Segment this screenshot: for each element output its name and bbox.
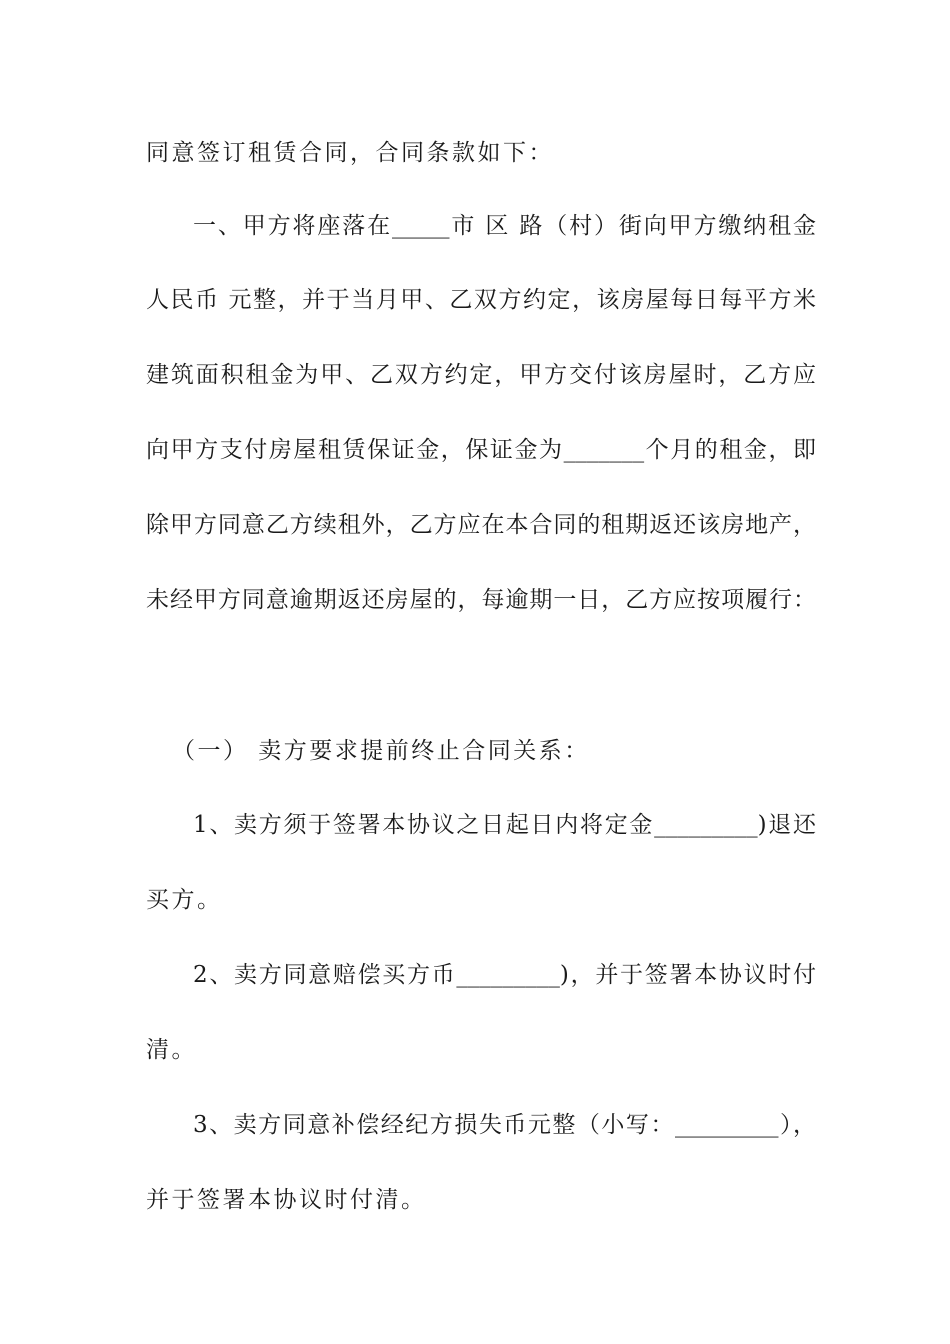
item-1-line-1: 1、卖方须于签署本协议之日起日内将定金_________)退还 [193, 812, 816, 838]
item-2-line-2: 清。 [146, 1037, 197, 1063]
paragraph-intro-line-1: 同意签订租赁合同，合同条款如下： [146, 140, 554, 166]
item-3-line-2: 并于签署本协议时付清。 [146, 1187, 427, 1213]
item-1-line-2: 买方。 [146, 887, 223, 913]
clause-1-line-2: 人民币 元整，并于当月甲、乙双方约定，该房屋每日每平方米 [146, 287, 816, 313]
clause-1-line-1: 一、甲方将座落在_____市 区 路（村）街向甲方缴纳租金 [193, 213, 816, 239]
clause-1-line-6: 未经甲方同意逾期返还房屋的，每逾期一日，乙方应按项履行： [146, 587, 816, 613]
clause-1-line-4: 向甲方支付房屋租赁保证金，保证金为_______个月的租金，即 [146, 437, 816, 463]
section-heading: （一） 卖方要求提前终止合同关系： [172, 738, 590, 764]
item-3-line-1: 3、卖方同意补偿经纪方损失币元整（小写：_________）， [193, 1112, 816, 1138]
clause-1-line-3: 建筑面积租金为甲、乙双方约定，甲方交付该房屋时，乙方应 [146, 362, 816, 388]
item-2-line-1: 2、卖方同意赔偿买方币_________)，并于签署本协议时付 [193, 962, 816, 988]
clause-1-line-5: 除甲方同意乙方续租外，乙方应在本合同的租期返还该房地产， [146, 512, 816, 538]
